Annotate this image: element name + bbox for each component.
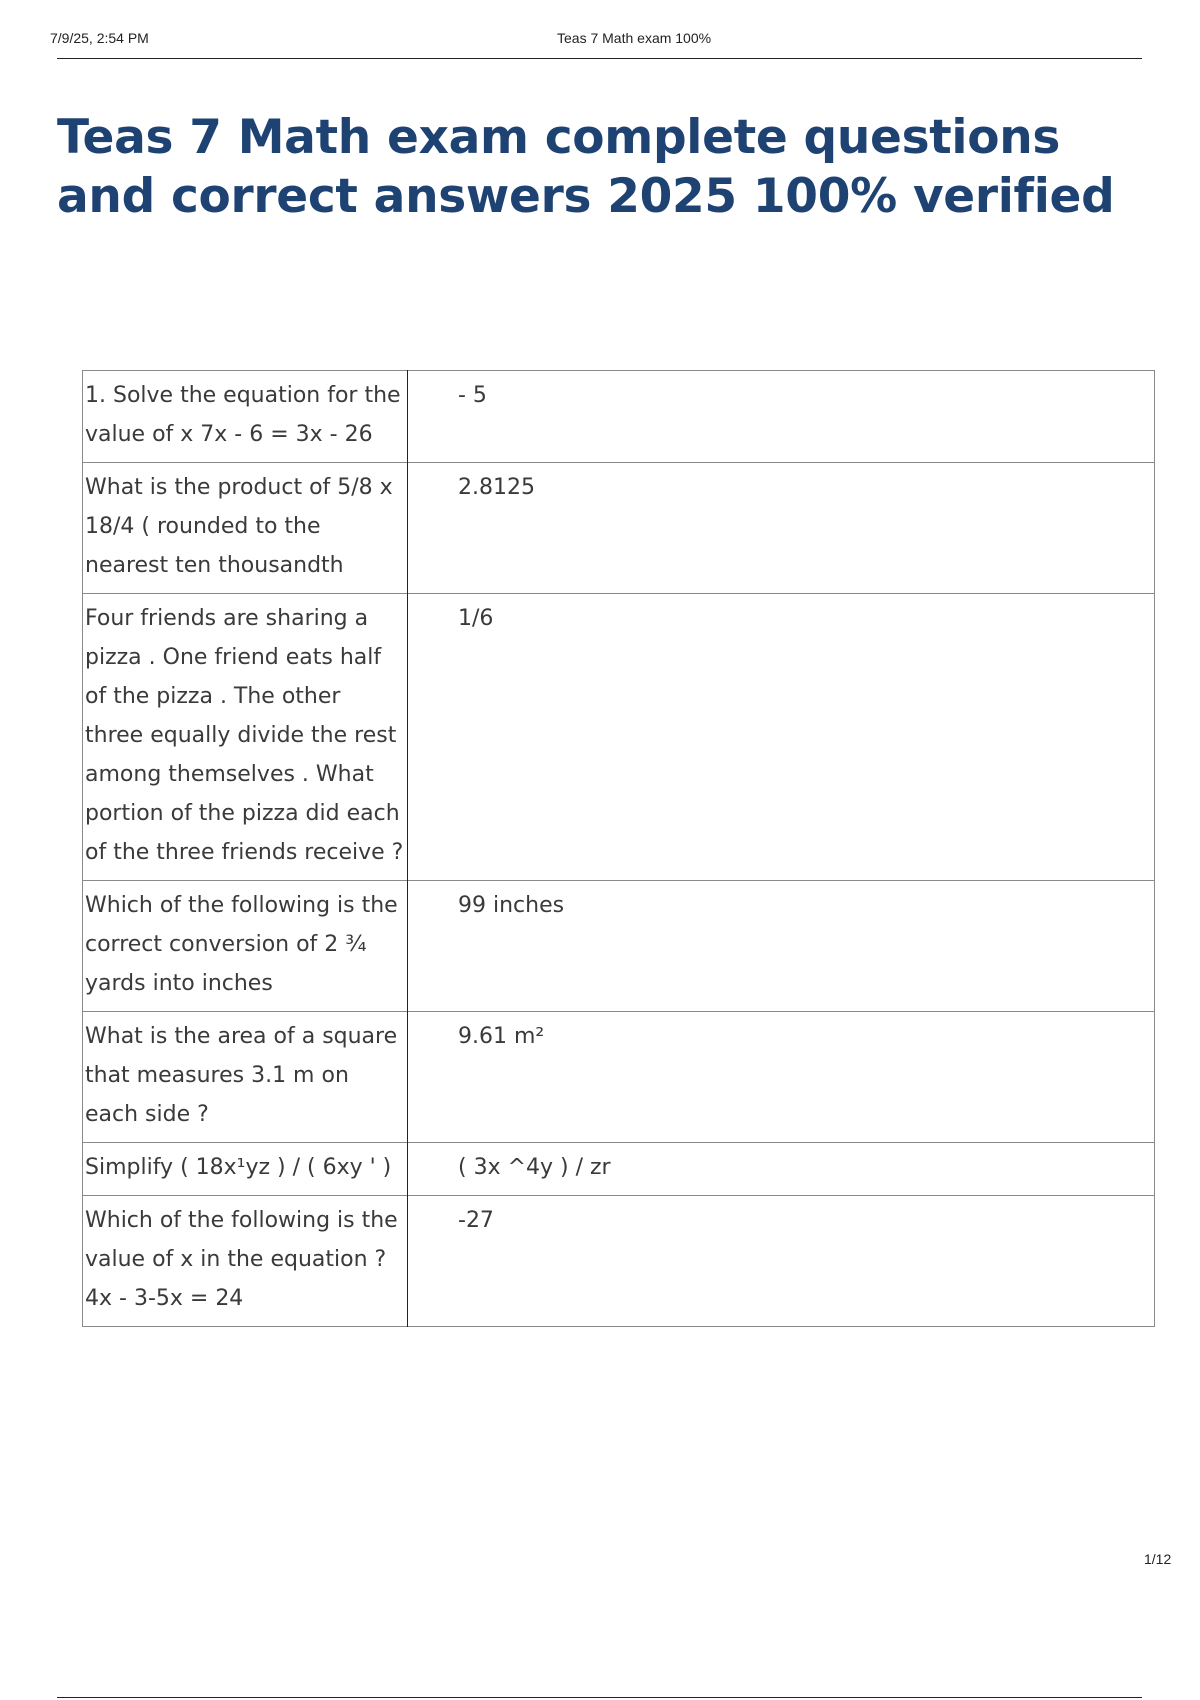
answer-cell: ( 3x ^4y ) / zr	[458, 1155, 611, 1180]
table-row	[83, 594, 1155, 881]
footer-divider	[57, 1697, 1142, 1698]
answer-cell: -27	[458, 1208, 494, 1233]
question-cell: Simplify ( 18x¹yz ) / ( 6xy ' )	[83, 1143, 408, 1196]
question-cell: 1. Solve the equation for the value of x 7x - 6 = 3x - 26	[83, 371, 408, 463]
page-header	[50, 28, 1142, 59]
answer-cell: 9.61 m²	[458, 1024, 545, 1049]
answer-cell: 2.8125	[458, 475, 535, 500]
question-answer-table	[82, 370, 1155, 1327]
table-row	[83, 463, 1155, 594]
table-row	[83, 1012, 1155, 1143]
question-cell: What is the product of 5/8 x 18/4 ( rounded to the nearest ten thousandth	[83, 463, 408, 594]
answer-cell: 1/6	[458, 606, 494, 631]
question-cell: Four friends are sharing a pizza . One friend eats half of the pizza . The other three equally divide the rest among themselves . What portion of the pizza did each of the three friends receive ?	[83, 594, 408, 881]
answer-cell: - 5	[458, 383, 487, 408]
header-document-title: Teas 7 Math exam 100%	[557, 30, 712, 46]
table-row	[83, 371, 1155, 463]
answer-cell: 99 inches	[458, 893, 565, 918]
page-number: 1/12	[1144, 1551, 1172, 1567]
question-cell: Which of the following is the value of x in the equation ? 4x - 3-5x = 24	[83, 1196, 408, 1327]
table-row	[83, 1196, 1155, 1327]
table-row	[83, 1143, 1155, 1196]
page-title: Teas 7 Math exam complete questions and correct answers 2025 100% verified	[57, 110, 1115, 224]
question-cell: What is the area of a square that measures 3.1 m on each side ?	[83, 1012, 408, 1143]
print-date: 7/9/25, 2:54 PM	[50, 30, 149, 46]
question-cell: Which of the following is the correct conversion of 2 ¾ yards into inches	[83, 881, 408, 1012]
table-row	[83, 881, 1155, 1012]
